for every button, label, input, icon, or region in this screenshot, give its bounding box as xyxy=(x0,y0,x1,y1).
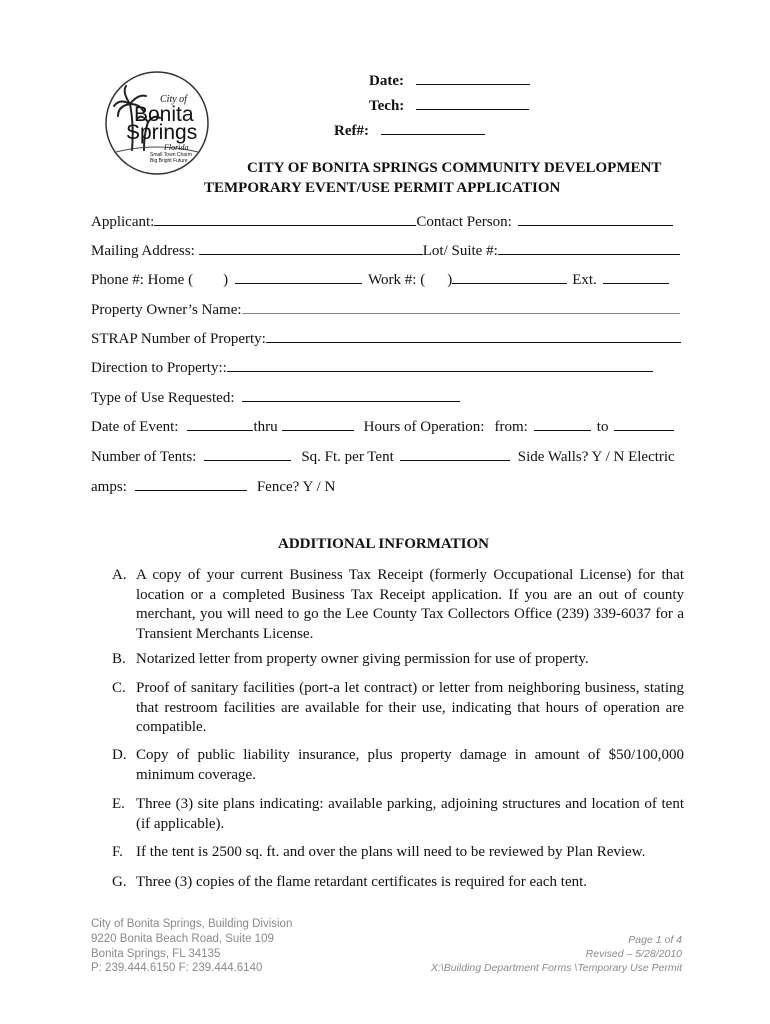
hours-to-blank[interactable] xyxy=(614,417,674,431)
list-item xyxy=(112,843,684,863)
tents-label: Number of Tents: xyxy=(91,449,197,465)
ext-blank[interactable] xyxy=(603,270,669,284)
mailing-address-row xyxy=(91,241,680,260)
ref-label: Ref#: xyxy=(334,123,369,139)
tech-label: Tech: xyxy=(369,98,405,114)
date-of-event-label: Date of Event: xyxy=(91,419,179,435)
date-of-event-row xyxy=(91,417,674,436)
footer-address: 9220 Bonita Beach Road, Suite 109 xyxy=(91,933,274,945)
list-item xyxy=(112,873,684,893)
list-item-text: A copy of your current Business Tax Receipt (formerly Occupational License) for that location or a completed Business Tax Receipt application. If you are an out of county merchant, you will need to go the Lee County Tax Collectors Office (239) 339-6037 for a Transient Merchants License. xyxy=(136,567,684,642)
tents-row xyxy=(91,447,675,466)
fence-label: Fence? Y / N xyxy=(256,479,336,495)
logo-tagline2: Big Bright Future xyxy=(150,158,188,164)
logo-state: Florida xyxy=(164,143,189,152)
footer-city: Bonita Springs, FL 34135 xyxy=(91,948,221,960)
direction-row xyxy=(91,358,653,377)
ref-blank[interactable] xyxy=(381,121,485,135)
list-item xyxy=(112,566,684,644)
work-blank[interactable] xyxy=(452,270,567,284)
phone-home-label: Phone #: Home ( xyxy=(91,272,194,288)
logo-name-line1: Bonita xyxy=(134,103,194,126)
thru-label: thru xyxy=(253,419,278,435)
list-item xyxy=(112,795,684,834)
list-item xyxy=(112,746,684,785)
logo-city-of: City of xyxy=(160,94,187,105)
list-item-label: E. xyxy=(112,796,125,812)
strap-label: STRAP Number of Property: xyxy=(91,331,266,347)
list-item-text: If the tent is 2500 sq. ft. and over the plans will need to be reviewed by Plan Review. xyxy=(136,844,646,860)
direction-label: Direction to Property:: xyxy=(91,360,227,376)
type-of-use-label: Type of Use Requested: xyxy=(91,390,235,406)
phone-home-close: ) xyxy=(223,272,229,288)
logo-name-line2: Springs xyxy=(126,121,198,144)
additional-info-heading: ADDITIONAL INFORMATION xyxy=(278,536,489,552)
mailing-address-blank[interactable] xyxy=(199,241,423,255)
applicant-label: Applicant: xyxy=(91,214,155,230)
property-owner-row xyxy=(91,300,680,319)
list-item-text: Three (3) site plans indicating: available parking, adjoining structures and location of tent (if applicable). xyxy=(136,796,684,832)
form-title-line1: CITY OF BONITA SPRINGS COMMUNITY DEVELOPMENT xyxy=(247,160,662,176)
list-item-text: Copy of public liability insurance, plus property damage in amount of $50/100,000 minimum coverage. xyxy=(136,747,684,783)
to-label: to xyxy=(596,419,609,435)
city-logo xyxy=(104,70,210,176)
ref-field[interactable] xyxy=(334,121,485,140)
list-item-label: G. xyxy=(112,874,127,890)
list-item-label: D. xyxy=(112,747,127,763)
list-item-text: Three (3) copies of the flame retardant certificates is required for each tent. xyxy=(136,874,588,890)
strap-row xyxy=(91,329,681,348)
tents-blank[interactable] xyxy=(204,447,291,461)
logo-tagline1: Small Town Charm xyxy=(150,152,192,158)
date-blank[interactable] xyxy=(416,71,530,85)
lot-suite-label: Lot/ Suite #: xyxy=(422,243,498,259)
footer-phone: P: 239.444.6150 F: 239.444.6140 xyxy=(91,962,263,974)
date-field[interactable] xyxy=(369,71,530,90)
tech-blank[interactable] xyxy=(416,96,529,110)
phone-row xyxy=(91,270,669,289)
from-label: from: xyxy=(494,419,528,435)
list-item-text: Proof of sanitary facilities (port-a let contract) or letter from neighboring business, stating that restroom facilities are available for their use, indicating that hours of operation are compatible. xyxy=(136,680,684,735)
phone-home-blank[interactable] xyxy=(235,270,362,284)
hours-from-blank[interactable] xyxy=(534,417,591,431)
list-item-label: F. xyxy=(112,844,123,860)
hours-label: Hours of Operation: xyxy=(363,419,485,435)
applicant-blank[interactable] xyxy=(154,212,416,226)
property-owner-blank[interactable] xyxy=(242,300,680,314)
list-item-label: A. xyxy=(112,567,127,583)
footer-revised: Revised – 5/28/2010 xyxy=(585,948,682,960)
date-label: Date: xyxy=(369,73,404,89)
amps-label: amps: xyxy=(91,479,127,495)
list-item-label: B. xyxy=(112,651,126,667)
work-close: ) xyxy=(447,272,453,288)
work-label: Work #: ( xyxy=(368,272,426,288)
event-end-blank[interactable] xyxy=(282,417,354,431)
contact-person-label: Contact Person: xyxy=(416,214,512,230)
side-walls-label: Side Walls? Y / N Electric xyxy=(517,449,675,465)
amps-row xyxy=(91,477,335,496)
event-start-blank[interactable] xyxy=(187,417,253,431)
form-title-line2: TEMPORARY EVENT/USE PERMIT APPLICATION xyxy=(204,180,561,196)
footer-file-path: X:\Building Department Forms \Temporary Use Permit xyxy=(430,962,682,974)
amps-blank[interactable] xyxy=(135,477,247,491)
type-of-use-row xyxy=(91,388,460,407)
sqft-blank[interactable] xyxy=(400,447,510,461)
strap-blank[interactable] xyxy=(266,329,681,343)
list-item xyxy=(112,650,684,670)
sqft-label: Sq. Ft. per Tent xyxy=(301,449,394,465)
footer-page-number: Page 1 of 4 xyxy=(628,934,682,946)
lot-suite-blank[interactable] xyxy=(498,241,680,255)
type-of-use-blank[interactable] xyxy=(242,388,460,402)
applicant-row xyxy=(91,212,673,231)
mailing-address-label: Mailing Address: xyxy=(91,243,195,259)
footer-division: City of Bonita Springs, Building Division xyxy=(91,918,293,930)
list-item xyxy=(112,679,684,738)
list-item-label: C. xyxy=(112,680,126,696)
ext-label: Ext. xyxy=(572,272,597,288)
tech-field[interactable] xyxy=(369,96,529,115)
direction-blank[interactable] xyxy=(227,358,653,372)
list-item-text: Notarized letter from property owner giving permission for use of property. xyxy=(136,651,589,667)
property-owner-label: Property Owner’s Name: xyxy=(91,302,242,318)
contact-person-blank[interactable] xyxy=(518,212,673,226)
